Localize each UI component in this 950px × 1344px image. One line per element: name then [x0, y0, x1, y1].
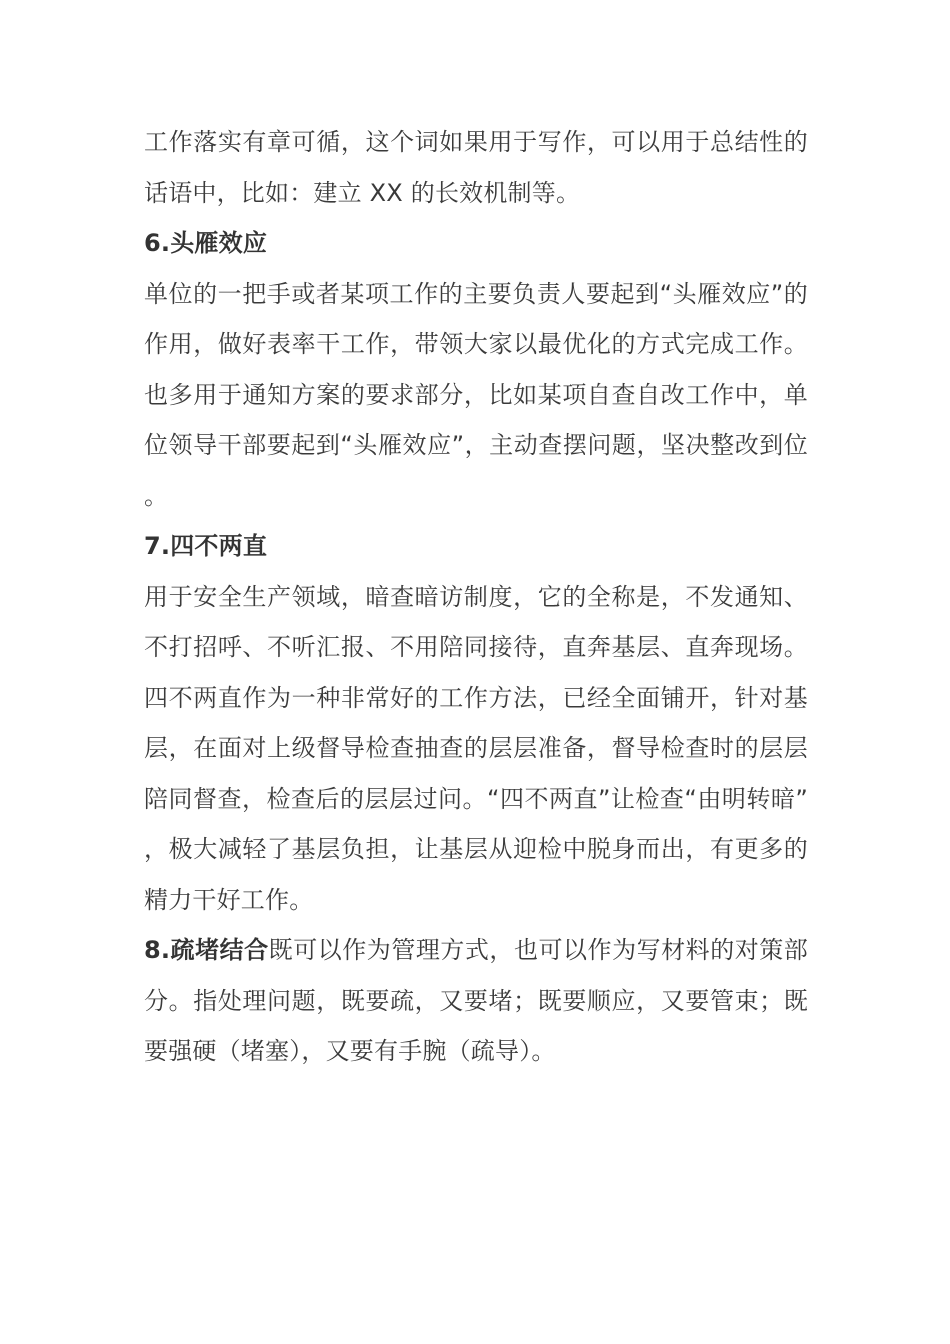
- section-8-body: 既可以作为管理方式，也可以作为写材料的对策部分。指处理问题，既要疏，又要堵；既要顺应，又要管束；既要强硬（堵塞），又要有手腕（疏导）。: [144, 936, 808, 1065]
- section-7-paragraph: 用于安全生产领域，暗查暗访制度，它的全称是，不发通知、不打招呼、不听汇报、不用陪同接待，直奔基层、直奔现场。四不两直作为一种非常好的工作方法，已经全面铺开，针对基层，在面对上级督导检查抽查的层层准备，督导检查时的层层陪同督查，检查后的层层过问。“四不两直”让检查“由明转暗”，极大减轻了基层负担，让基层从迎检中脱身而出，有更多的精力干好工作。: [144, 582, 808, 914]
- section-6-heading: 6.头雁效应: [144, 229, 268, 257]
- section-8-heading: 8.疏堵结合: [144, 936, 269, 964]
- document-page: [144, 117, 808, 1077]
- intro-paragraph: 工作落实有章可循，这个词如果用于写作，可以用于总结性的话语中，比如：建立 XX 的长效机制等。: [144, 128, 808, 207]
- section-7-heading: 7.四不两直: [144, 532, 268, 560]
- section-6-paragraph: 单位的一把手或者某项工作的主要负责人要起到“头雁效应”的作用，做好表率干工作，带领大家以最优化的方式完成工作。也多用于通知方案的要求部分，比如某项自查自改工作中，单位领导干部要起到“头雁效应”，主动查摆问题，坚决整改到位。: [144, 279, 808, 510]
- section-8-paragraph: [144, 925, 808, 1077]
